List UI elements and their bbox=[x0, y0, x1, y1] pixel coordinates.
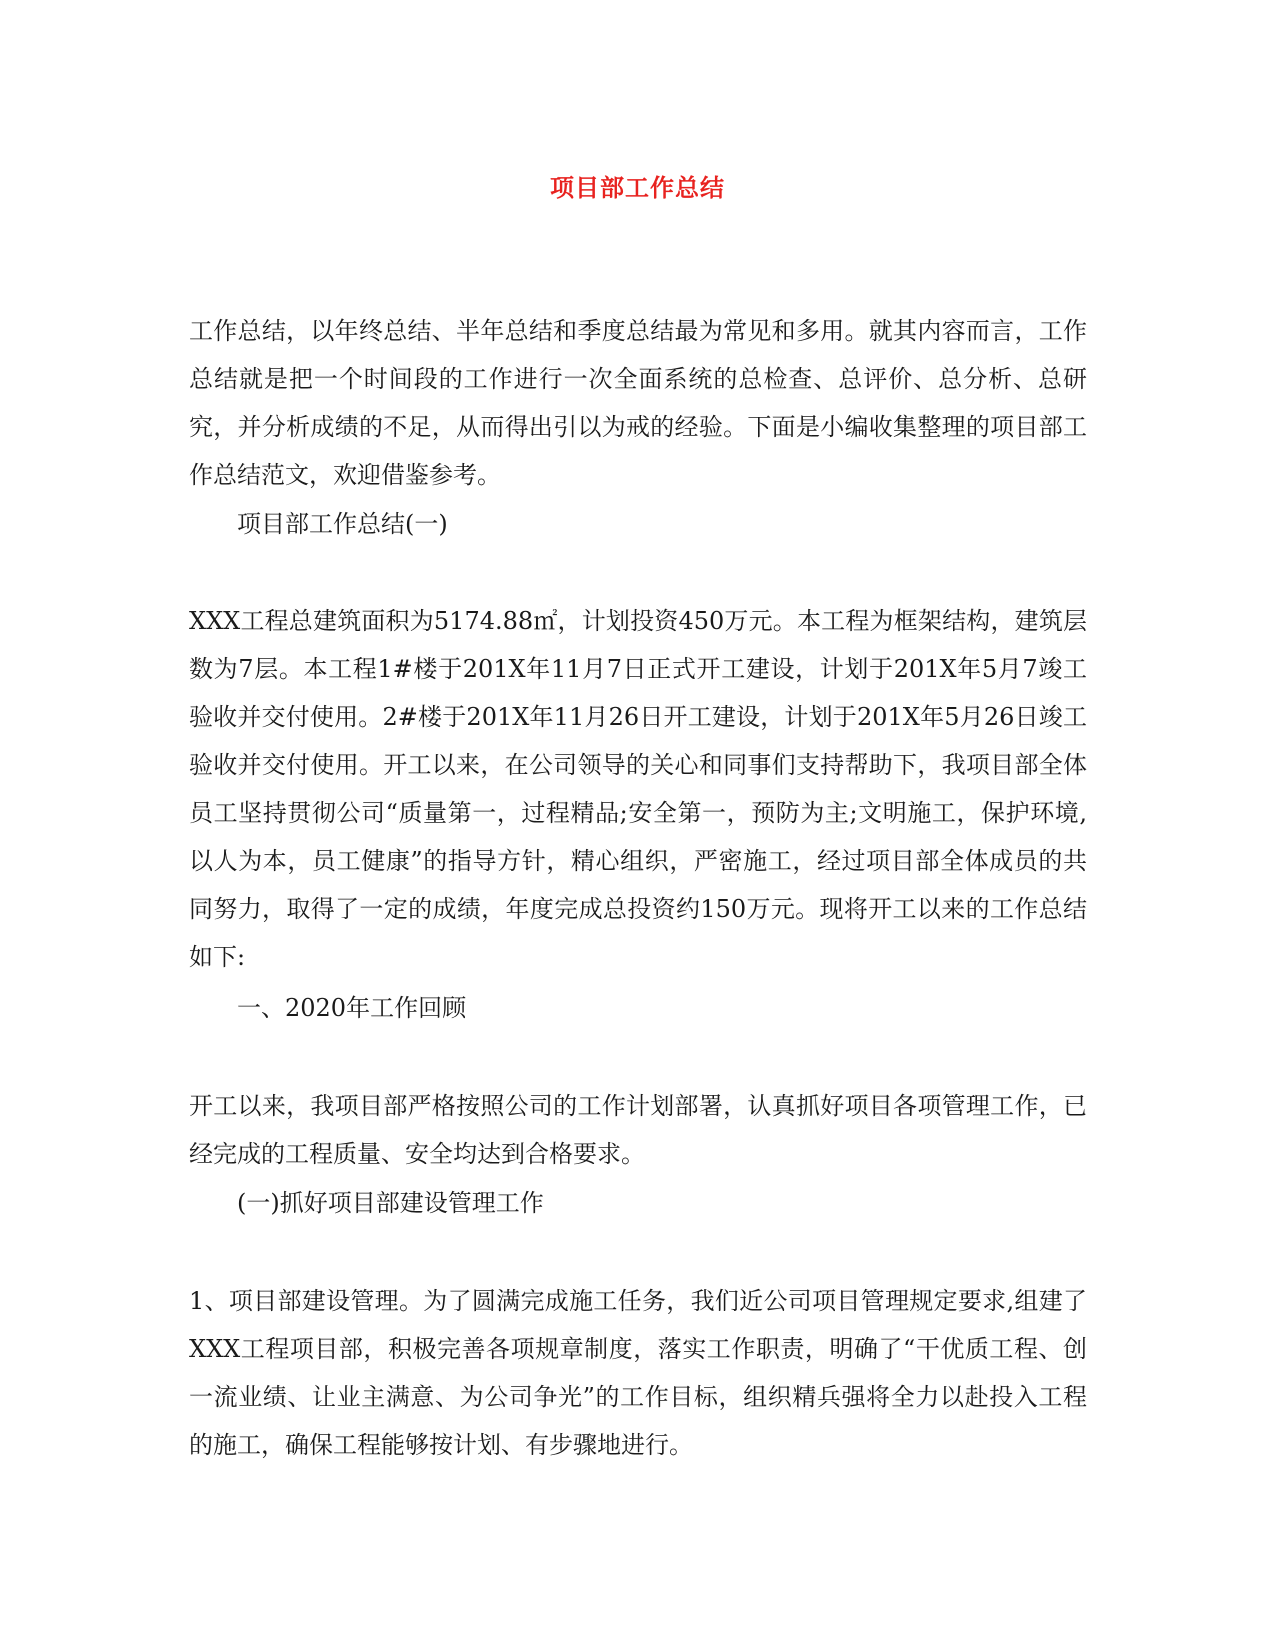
intro-paragraph: 工作总结，以年终总结、半年总结和季度总结最为常见和多用。就其内容而言，工作总结就是把一个时间段的工作进行一次全面系统的总检查、总评价、总分析、总研究，并分析成绩的不足，从而得出引以为戒的经验。下面是小编收集整理的项目部工作总结范文，欢迎借鉴参考。 bbox=[189, 317, 1087, 489]
document-title: 项目部工作总结 bbox=[550, 173, 725, 202]
section1-heading: 项目部工作总结(一) bbox=[237, 510, 448, 538]
review-heading: 一、2020年工作回顾 bbox=[237, 994, 467, 1022]
review-paragraph: 开工以来，我项目部严格按照公司的工作计划部署，认真抓好项目各项管理工作，已经完成的工程质量、安全均达到合格要求。 bbox=[189, 1092, 1087, 1168]
section1-paragraph: XXX工程总建筑面积为5174.88㎡，计划投资450万元。本工程为框架结构，建筑层数为7层。本工程1#楼于201X年11月7日正式开工建设，计划于201X年5月7竣工验收并交付使用。2#楼于201X年11月26日开工建设，计划于201X年5月26日竣工验收并交付使用。开工以来，在公司领导的关心和同事们支持帮助下，我项目部全体员工坚持贯彻公司“质量第一，过程精品;安全第一，预防为主;文明施工，保护环境,以人为本，员工健康”的指导方针，精心组织，严密施工，经过项目部全体成员的共同努力，取得了一定的成绩，年度完成总投资约150万元。现将开工以来的工作总结如下: bbox=[189, 607, 1087, 971]
sub-heading: (一)抓好项目部建设管理工作 bbox=[237, 1189, 544, 1217]
item1-paragraph: 1、项目部建设管理。为了圆满完成施工任务，我们近公司项目管理规定要求,组建了XXX工程项目部，积极完善各项规章制度，落实工作职责，明确了“干优质工程、创一流业绩、让业主满意、为公司争光”的工作目标，组织精兵强将全力以赴投入工程的施工，确保工程能够按计划、有步骤地进行。 bbox=[189, 1287, 1087, 1459]
